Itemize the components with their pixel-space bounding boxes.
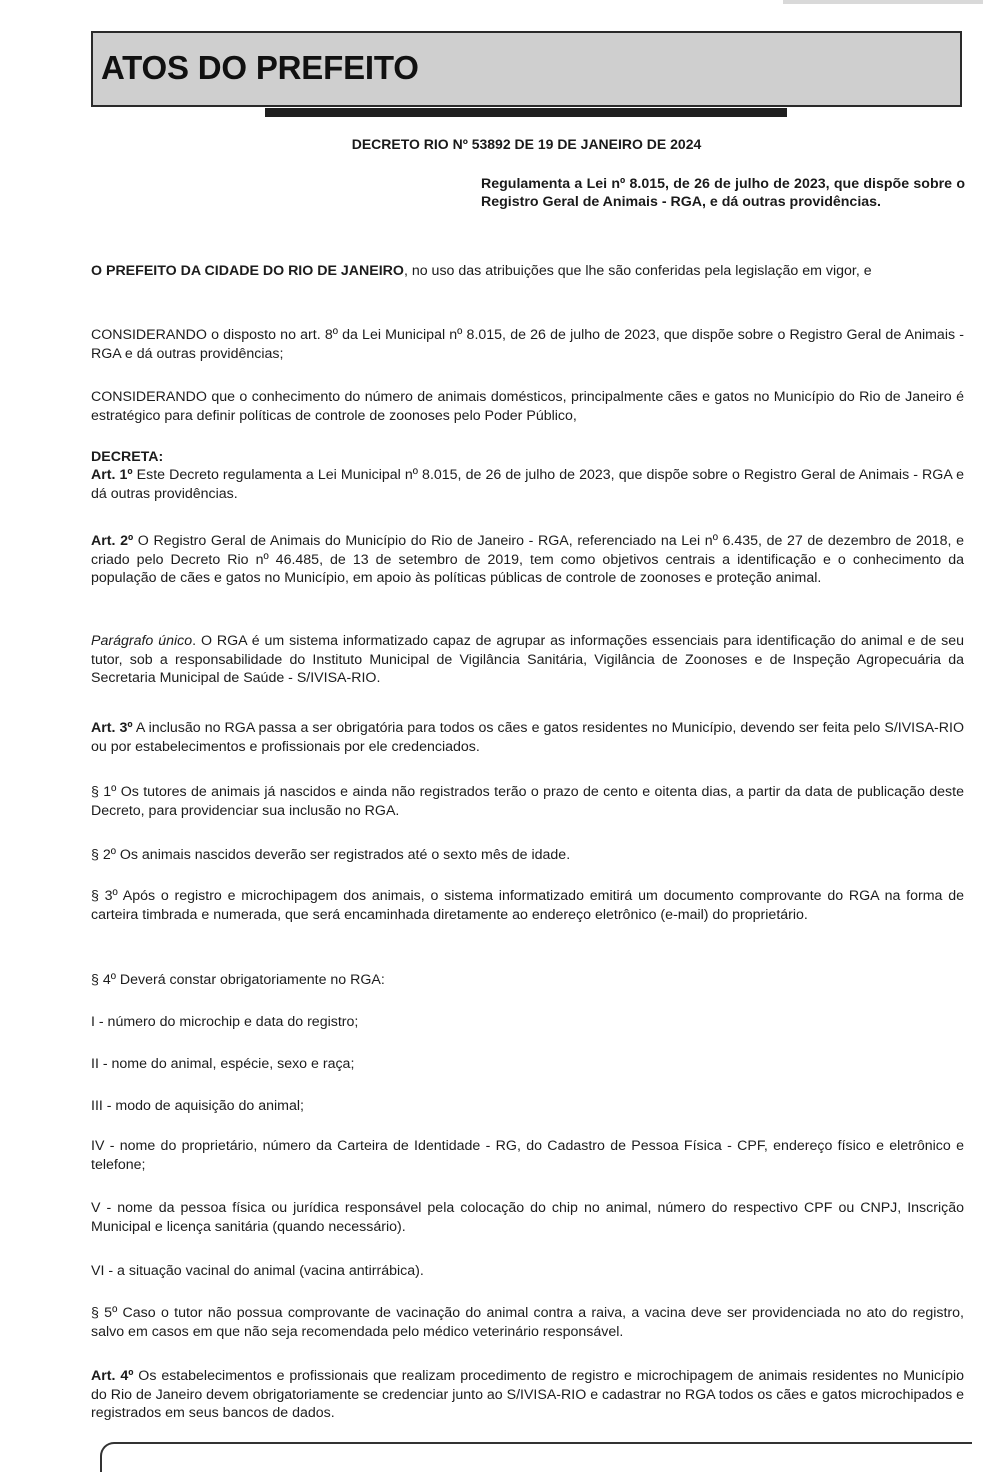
preamble bbox=[91, 262, 964, 281]
decree-title: DECRETO RIO Nº 53892 DE 19 DE JANEIRO DE 2024 bbox=[351, 136, 702, 152]
section-header-box bbox=[91, 31, 962, 107]
top-corner-bar bbox=[783, 0, 983, 4]
article-4 bbox=[91, 1367, 964, 1423]
paragrafo-unico-text: . O RGA é um sistema informatizado capaz de agrupar as informações essenciais para identificação do animal e de seu tutor, sob a responsabilidade do Instituto Municipal de Vigilância Sanitária, Vigilância de Zoonoses e de Inspeção Agropecuária da Secretaria Municipal de Saúde - S/IVISA-RIO. bbox=[91, 633, 965, 686]
article-1 bbox=[91, 466, 964, 503]
article-2-text: O Registro Geral de Animais do Município do Rio de Janeiro - RGA, referenciado na Lei nº 6.435, de 27 de dezembro de 2018, e criado pelo Decreto Rio nº 46.485, de 13 de setembro de 2019, tem como objetivos centrais a identificação e o conhecimento da população de cães e gatos no Município, em apoio às políticas públicas de controle de zoonoses e proteção animal. bbox=[91, 533, 964, 586]
decree-summary: Regulamenta a Lei nº 8.015, de 26 de julho de 2023, que dispõe sobre o Registro Geral de Animais - RGA, e dá outras providências. bbox=[481, 176, 965, 210]
article-4-label: Art. 4º bbox=[91, 1368, 134, 1384]
article-2-label: Art. 2º bbox=[91, 533, 134, 549]
paragrafo-unico bbox=[91, 632, 964, 688]
inciso-4: IV - nome do proprietário, número da Carteira de Identidade - RG, do Cadastro de Pessoa Física - CPF, endereço físico e eletrônico e telefone; bbox=[91, 1138, 964, 1173]
article-4-text: Os estabelecimentos e profissionais que realizam procedimento de registro e microchipagem de animais residentes no Município do Rio de Janeiro devem obrigatoriamente se credenciar junto ao S/IVISA-RIO e cadastrar no RGA todos os cães e gatos microchipados e registrados em seus bancos de dados. bbox=[91, 1368, 964, 1421]
paragraph-4: § 4º Deverá constar obrigatoriamente no RGA: bbox=[91, 972, 385, 988]
article-3-text: A inclusão no RGA passa a ser obrigatória para todos os cães e gatos residentes no Município, devendo ser feita pelo S/IVISA-RIO ou por estabelecimentos e profissionais por ele credenciados. bbox=[91, 720, 964, 755]
inciso-3: III - modo de aquisição do animal; bbox=[91, 1098, 304, 1114]
paragraph-2: § 2º Os animais nascidos deverão ser registrados até o sexto mês de idade. bbox=[91, 847, 571, 863]
article-1-text: Este Decreto regulamenta a Lei Municipal nº 8.015, de 26 de julho de 2023, que dispõe sobre o Registro Geral de Animais - RGA e dá outras providências. bbox=[91, 467, 964, 502]
article-3 bbox=[91, 719, 964, 756]
article-1-label: Art. 1º bbox=[91, 467, 133, 483]
article-3-label: Art. 3º bbox=[91, 720, 133, 736]
next-section-frame bbox=[100, 1442, 972, 1472]
preamble-lead: O PREFEITO DA CIDADE DO RIO DE JANEIRO bbox=[91, 263, 404, 279]
inciso-2: II - nome do animal, espécie, sexo e raça; bbox=[91, 1056, 355, 1072]
paragrafo-unico-label: Parágrafo único bbox=[91, 633, 193, 649]
considerando-2: CONSIDERANDO que o conhecimento do número de animais domésticos, principalmente cães e gatos no Município do Rio de Janeiro é estratégico para definir políticas de controle de zoonoses pelo Poder Público, bbox=[91, 389, 964, 424]
preamble-text: , no uso das atribuições que lhe são conferidas pela legislação em vigor, e bbox=[403, 263, 872, 279]
inciso-6: VI - a situação vacinal do animal (vacina antirrábica). bbox=[91, 1263, 424, 1279]
article-2 bbox=[91, 532, 964, 588]
paragraph-5: § 5º Caso o tutor não possua comprovante de vacinação do animal contra a raiva, a vacina deve ser providenciada no ato do registro, salvo em casos em que não seja recomendada pelo médico veterinário responsável. bbox=[91, 1305, 964, 1340]
considerando-1: CONSIDERANDO o disposto no art. 8º da Lei Municipal nº 8.015, de 26 de julho de 2023, que dispõe sobre o Registro Geral de Animais - RGA e dá outras providências; bbox=[91, 327, 964, 362]
paragraph-1: § 1º Os tutores de animais já nascidos e ainda não registrados terão o prazo de cento e oitenta dias, a partir da data de publicação deste Decreto, para providenciar sua inclusão no RGA. bbox=[91, 784, 964, 819]
section-title: ATOS DO PREFEITO bbox=[101, 49, 419, 86]
decreta-label: DECRETA: bbox=[91, 449, 164, 465]
inciso-1: I - número do microchip e data do registro; bbox=[91, 1014, 359, 1030]
paragraph-3: § 3º Após o registro e microchipagem dos animais, o sistema informatizado emitirá um documento comprovante do RGA na forma de carteira timbrada e numerada, que será encaminhada diretamente ao endereço eletrônico (e-mail) do proprietário. bbox=[91, 888, 964, 923]
inciso-5: V - nome da pessoa física ou jurídica responsável pela colocação do chip no animal, número do respectivo CPF ou CNPJ, Inscrição Municipal e licença sanitária (quando necessário). bbox=[91, 1200, 964, 1235]
header-underline bbox=[265, 108, 787, 117]
